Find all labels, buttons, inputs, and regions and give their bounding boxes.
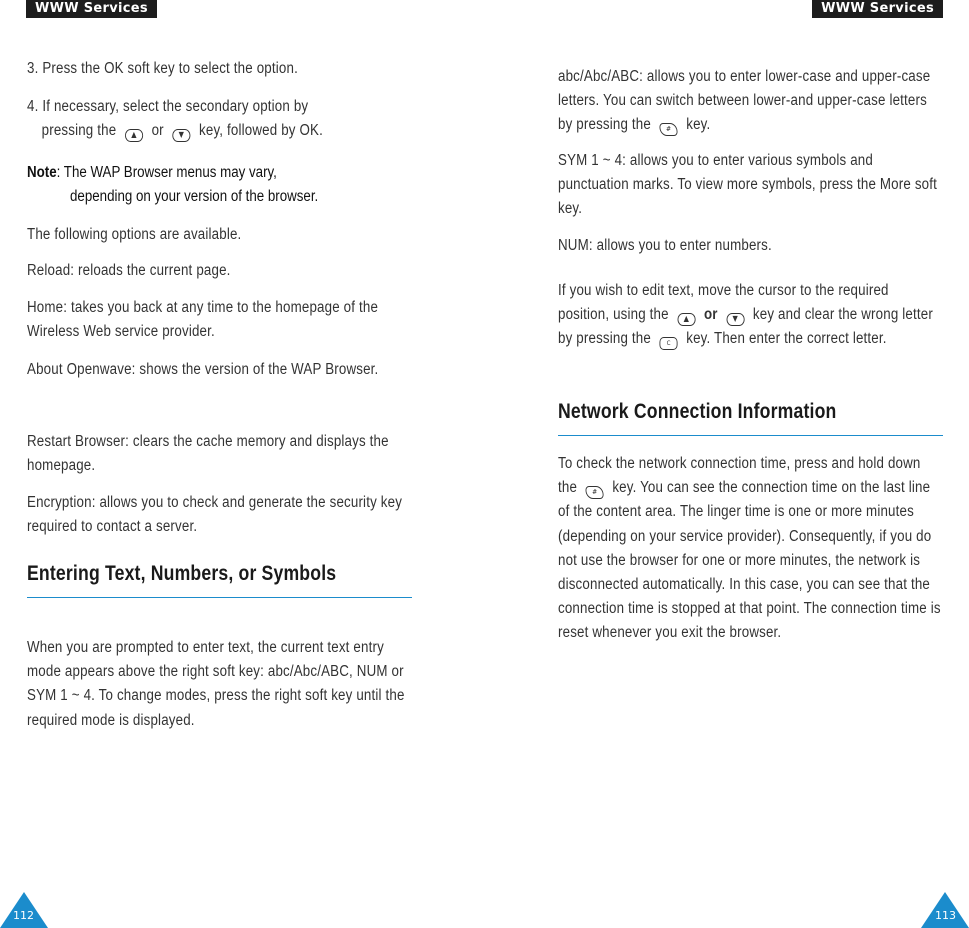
note-line2: depending on your version of the browser. — [70, 188, 319, 205]
step-4-line1: 4. If necessary, select the secondary option by — [27, 98, 309, 115]
text-entry-paragraph: When you are prompted to enter text, the current text entry mode appears above the right soft key: abc/Abc/ABC, NUM or SYM 1 ~ 4. To change modes, press the right soft key until the required mode is displayed. — [27, 639, 405, 729]
step-4-followed: key, followed by OK. — [199, 122, 323, 140]
step-3: 3. Press the OK soft key to select the option. — [27, 60, 298, 77]
down-key-icon: ▼ — [726, 313, 744, 326]
clear-key-icon: C — [660, 337, 678, 350]
edit-paragraph — [558, 279, 942, 352]
option-encryption: Encryption: allows you to check and generate the security key required to contact a server. — [27, 494, 403, 536]
section-heading-network: Network Connection Information — [558, 400, 837, 423]
up-key-icon: ▲ — [677, 313, 695, 326]
options-intro: The following options are available. — [27, 226, 242, 243]
page-number-left: 112 — [13, 909, 34, 922]
step-4 — [27, 95, 411, 143]
edit-text-a: If you wish to edit text, move the cursor to the required position, using the — [558, 282, 889, 324]
note-label: Note — [27, 164, 57, 181]
option-reload: Reload: reloads the current page. — [27, 262, 231, 279]
option-home: Home: takes you back at any time to the homepage of the Wireless Web service provider. — [27, 299, 379, 341]
note — [27, 161, 411, 209]
edit-text-b: key and clear the wrong letter by pressing the — [558, 306, 933, 348]
header-tab-left: WWW Services — [26, 0, 157, 18]
page-number-right: 113 — [935, 909, 956, 922]
option-about: About Openwave: shows the version of the WAP Browser. — [27, 361, 379, 378]
option-restart: Restart Browser: clears the cache memory and displays the homepage. — [27, 433, 389, 475]
hash-key-icon: # — [586, 486, 604, 499]
network-text-a: To check the network connection time, press and hold down the — [558, 455, 921, 497]
step-4-line2 — [27, 119, 323, 143]
down-key-icon: ▼ — [172, 129, 190, 142]
network-paragraph — [558, 452, 942, 646]
mode-abc — [558, 65, 942, 138]
up-key-icon: ▲ — [125, 129, 143, 142]
section-divider — [27, 597, 412, 598]
step-4-or: or — [151, 122, 164, 140]
header-tab-right: WWW Services — [812, 0, 943, 18]
mode-num: NUM: allows you to enter numbers. — [558, 237, 772, 254]
network-text-b: key. You can see the connection time on the last line of the content area. The linger time is one or more minutes (depending on your service provider). Consequently, if you do not use the browser for one or more minutes, the network is disconnected automatically. In this case, you can see that the connection time is stopped at that point. The connection time is reset whenever you exit the browser. — [558, 479, 941, 642]
note-line1: : The WAP Browser menus may vary, — [56, 164, 277, 181]
section-divider — [558, 435, 943, 436]
hash-key-icon: # — [660, 123, 678, 136]
step-4-pressing: pressing the — [41, 122, 117, 140]
mode-abc-text: abc/Abc/ABC: allows you to enter lower-case and upper-case letters. You can switch between lower-and upper-case letters by pressing the — [558, 68, 931, 134]
edit-text-c: key. Then enter the correct letter. — [686, 330, 887, 348]
edit-or: or — [703, 306, 718, 324]
mode-sym: SYM 1 ~ 4: allows you to enter various symbols and punctuation marks. To view more symbols, press the More soft key. — [558, 152, 938, 218]
section-heading-entering-text: Entering Text, Numbers, or Symbols — [27, 562, 337, 585]
mode-abc-key: key. — [686, 116, 711, 134]
